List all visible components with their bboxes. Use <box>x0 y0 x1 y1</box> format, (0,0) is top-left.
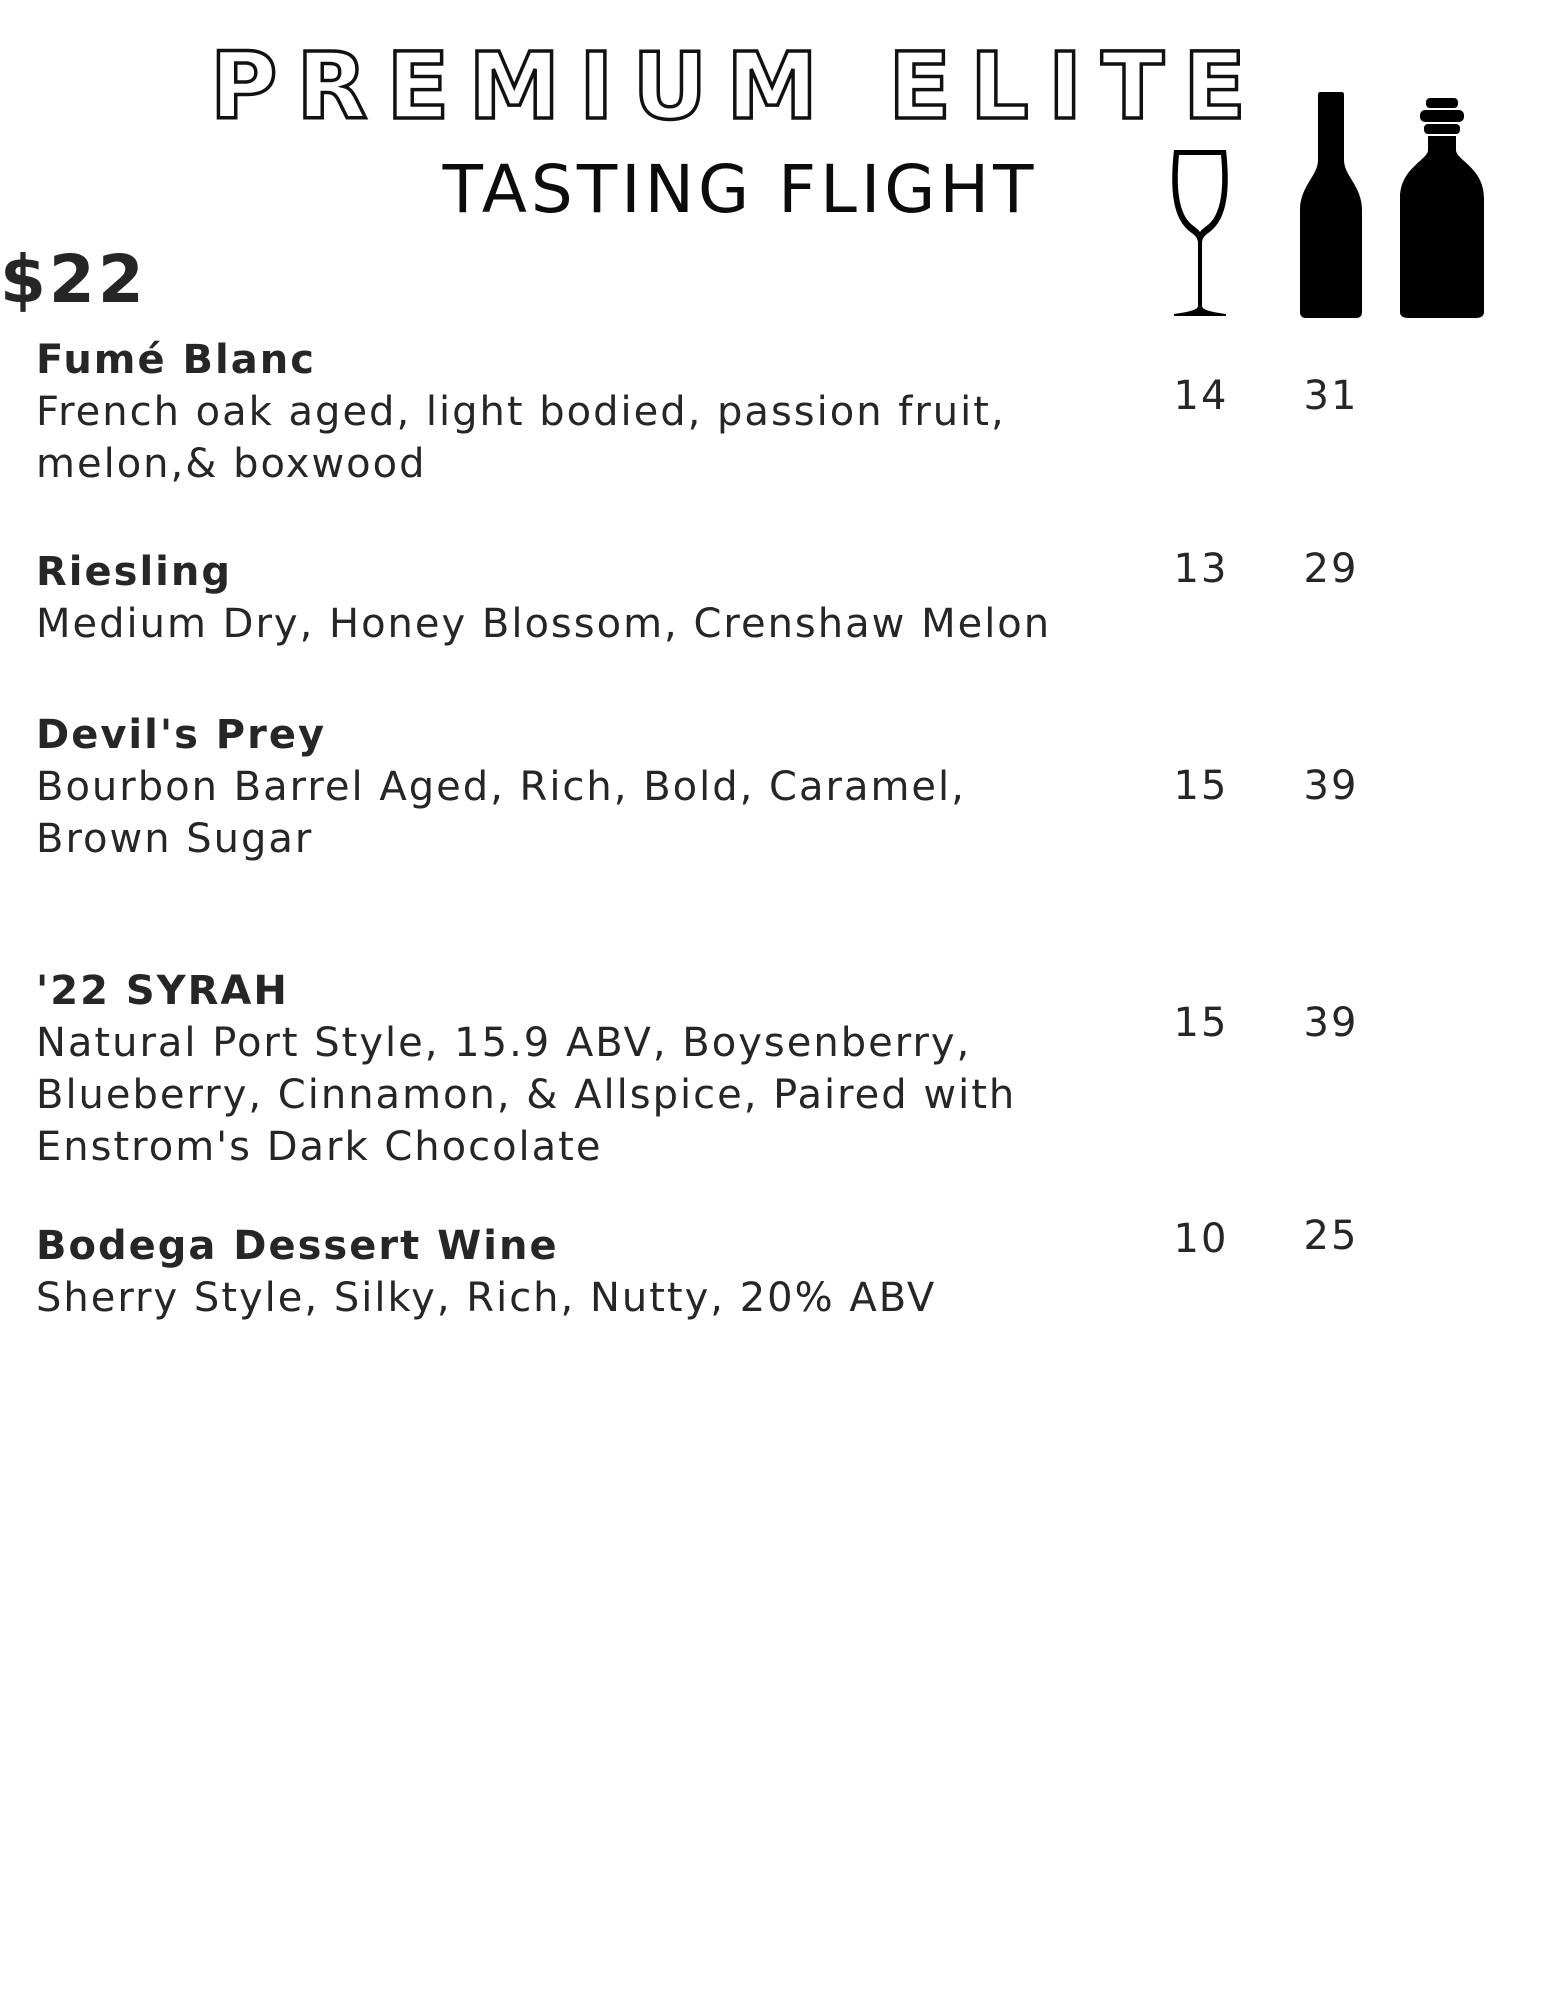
item-description: Sherry Style, Silky, Rich, Nutty, 20% ABV <box>36 1275 937 1321</box>
glass-price: 10 <box>1173 1216 1229 1262</box>
menu-item-22-syrah <box>36 965 1136 1173</box>
item-name: Bodega Dessert Wine <box>36 1223 559 1269</box>
item-description: French oak aged, light bodied, passion fruit, melon,& boxwood <box>36 389 1006 487</box>
item-description: Medium Dry, Honey Blossom, Crenshaw Melon <box>36 601 1052 647</box>
item-name: Devil's Prey <box>36 712 327 758</box>
decanter-bottle-icon <box>1396 98 1488 320</box>
menu-item-bodega-dessert-wine <box>36 1220 1136 1324</box>
bottle-price: 31 <box>1303 373 1359 419</box>
item-name: Riesling <box>36 549 232 595</box>
item-name: '22 SYRAH <box>36 968 289 1014</box>
menu-item-riesling <box>36 546 1136 650</box>
item-description: Bourbon Barrel Aged, Rich, Bold, Caramel, Brown Sugar <box>36 764 966 862</box>
flight-price: $22 <box>0 241 147 318</box>
glass-price: 15 <box>1173 1000 1229 1046</box>
bottle-price: 39 <box>1303 1000 1359 1046</box>
bottle-price: 39 <box>1303 763 1359 809</box>
wine-glass-icon <box>1168 146 1232 318</box>
item-description: Natural Port Style, 15.9 ABV, Boysenberry, Blueberry, Cinnamon, & Allspice, Paired with Enstrom's Dark Chocolate <box>36 1020 1017 1170</box>
glass-price: 15 <box>1173 763 1229 809</box>
tasting-flight-title: TASTING FLIGHT <box>442 151 1038 228</box>
item-name: Fumé Blanc <box>36 337 316 383</box>
glass-price: 14 <box>1173 373 1229 419</box>
menu-item-devils-prey <box>36 709 1136 865</box>
menu-item-fume-blanc <box>36 334 1136 490</box>
brand-title <box>200 34 1260 134</box>
bottle-price: 29 <box>1303 546 1359 592</box>
bottle-price: 25 <box>1303 1213 1359 1259</box>
brand-title-text: PREMIUM ELITE <box>210 34 1246 134</box>
wine-bottle-icon <box>1298 90 1364 320</box>
glass-price: 13 <box>1173 546 1229 592</box>
